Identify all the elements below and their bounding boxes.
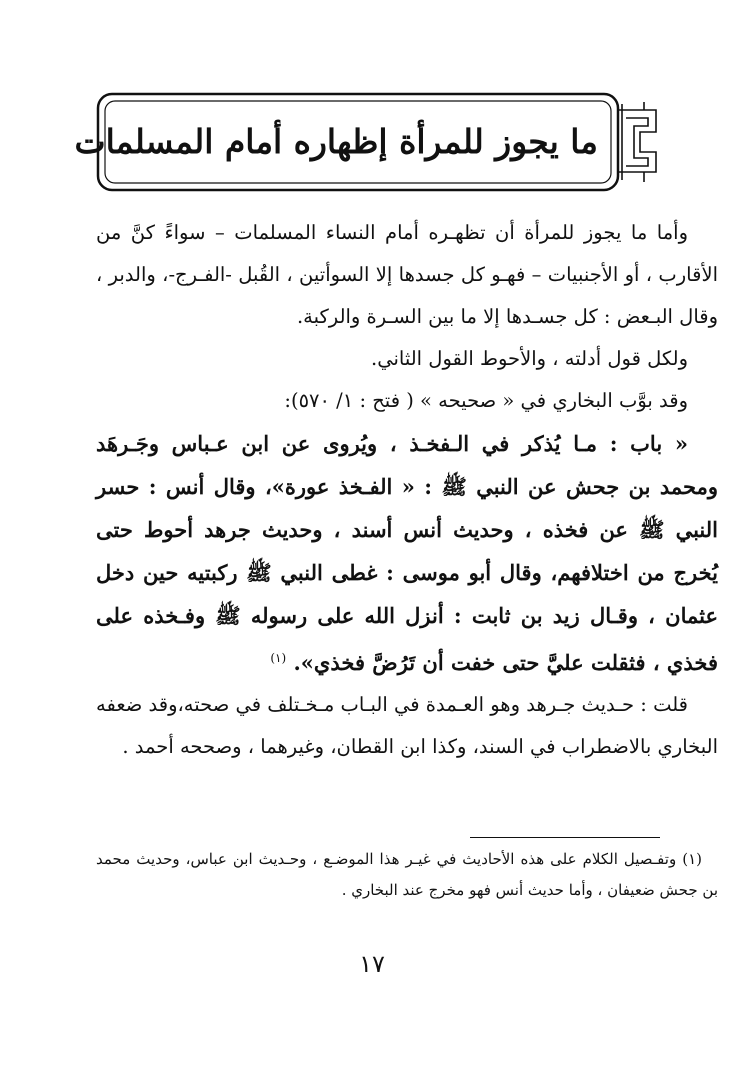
hadith-quote-text: « باب : مـا يُذكر في الـفخـذ ، ويُروى عن ابن عـباس وجَـرهَد ومحمد بن جحش عن النبي ﷺ : « الفـخذ عورة»، وقال أنس : حسر النبي ﷺ عن فخذه ، وحديث أنس أسند ، وحديث جرهد أحوط حتى يُخرج من اختلافهم، وقال أبو موسى : غطى النبي ﷺ ركبتيه حين دخل عثمان ، وقـال زيد بن ثابت : أنزل الله على رسوله ﷺ وفـخذه على فخذي ، فثقلت عليَّ حتى خفت أن تَرُضَّ فخذي». <box>96 431 718 675</box>
main-text <box>96 212 718 768</box>
footnote-text: (١) وتفـصيل الكلام على هذه الأحاديث في غيـر هذا الموضـع ، وحـديث ابن عباس، وحديث محمد بن جحش ضعيفان ، وأما حديث أنس فهو مخرج عند البخاري . <box>96 850 718 899</box>
footnote-divider <box>470 837 660 838</box>
footnote-reference: (١) <box>270 651 287 665</box>
page-title: ما يجوز للمرأة إظهاره أمام المسلمات <box>74 122 598 161</box>
paragraph-2: ولكل قول أدلته ، والأحوط القول الثاني. <box>371 347 688 370</box>
page-number: ١٧ <box>359 950 385 978</box>
closing-paragraph: قلت : حـديث جـرهد وهو العـمدة في البـاب مـخـتلف في صحته،وقد ضعفه البخاري بالاضطراب في السند، وكذا ابن القطان، وغيرهما ، وصححه أحمد . <box>96 693 718 758</box>
footnote <box>96 844 718 906</box>
paragraph-3: وقد بوَّب البخاري في « صحيحه » ( فتح : ١/ ٥٧٠): <box>284 389 688 412</box>
title-frame <box>74 92 658 192</box>
paragraph-1: وأما ما يجوز للمرأة أن تظهـره أمام النساء المسلمات – سواءً كنَّ من الأقارب ، أو الأجنبيات – فهـو كل جسدها إلا السوأتين ، القُبل -الفـرج-، والدبر ، وقال البـعض : كل جسـدها إلا ما بين السـرة والركبة. <box>96 221 718 328</box>
hadith-quote <box>96 422 718 684</box>
